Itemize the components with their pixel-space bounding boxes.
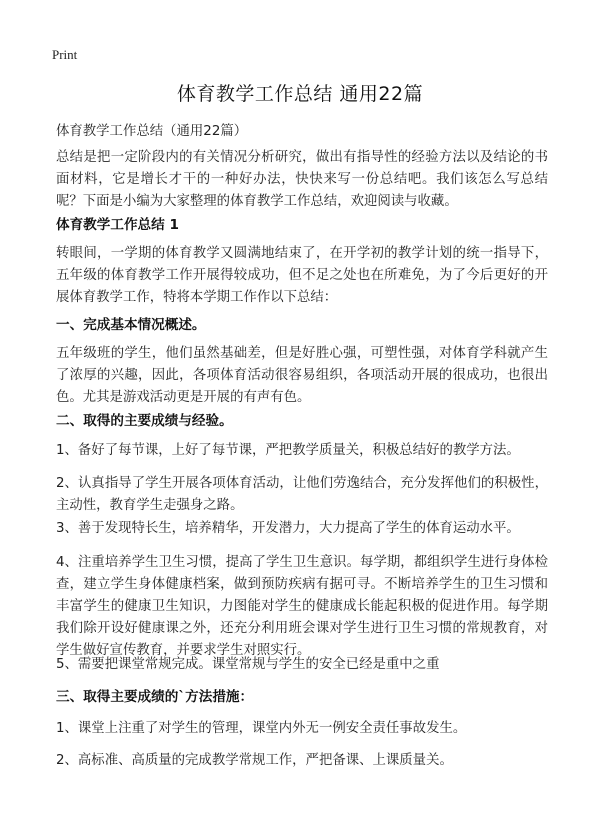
list-item: 1、课堂上注重了对学生的管理，课堂内外无一例安全责任事故发生。 bbox=[56, 721, 467, 736]
list-item: 2、高标准、高质量的完成教学常规工作，严把备课、上课质量关。 bbox=[56, 753, 453, 768]
list-item: 3、善于发现特长生，培养精华，开发潜力，大力提高了学生的体育运动水平。 bbox=[56, 521, 520, 536]
list-item: 5、需要把课堂常规完成。课堂常规与学生的安全已经是重中之重 bbox=[56, 657, 440, 672]
overview-paragraph: 五年级班的学生，他们虽然基础差，但是好胜心强，可塑性强，对体育学科就产生了浓厚的兴趣，因此，各项体育活动很容易组织，各项活动开展的很成功，也很出色。尤其是游戏活动更是开展的有声有色。 bbox=[56, 346, 548, 405]
subheading-overview: 一、完成基本情况概述。 bbox=[56, 317, 206, 333]
section-intro-paragraph: 转眼间，一学期的体育教学又圆满地结束了，在开学初的教学计划的统一指导下，五年级的体育教学工作开展得较成功，但不足之处也在所难免，为了今后更好的开展体育教学工作，特将本学期工作作以下总结： bbox=[56, 246, 548, 305]
print-link[interactable]: Print bbox=[52, 47, 78, 62]
document-subtitle: 体育教学工作总结（通用22篇） bbox=[56, 124, 248, 139]
subheading-achievements: 二、取得的主要成绩与经验。 bbox=[56, 413, 233, 429]
page-title: 体育教学工作总结 通用22篇 bbox=[176, 83, 424, 105]
subheading-methods: 三、取得主要成绩的`方法措施： bbox=[56, 689, 254, 705]
list-item: 2、认真指导了学生开展各项体育活动，让他们劳逸结合，充分发挥他们的积极性，主动性，教育学生走强身之路。 bbox=[56, 476, 548, 513]
intro-paragraph: 总结是把一定阶段内的有关情况分析研究，做出有指导性的经验方法以及结论的书面材料，它是增长才干的一种好办法，快快来写一份总结吧。我们该怎么写总结呢？下面是小编为大家整理的体育教学工作总结，欢迎阅读与收藏。 bbox=[56, 150, 548, 209]
list-item: 4、注重培养学生卫生习惯，提高了学生卫生意识。每学期，都组织学生进行身体检查，建立学生身体健康档案，做到预防疾病有据可寻。不断培养学生的卫生习惯和丰富学生的健康卫生知识，力图能对学生的健康成长能起积极的促进作用。每学期我们除开设好健康课之外，还充分利用班会课对学生进行卫生习惯的常规教育，对学生做好宣传教育，并要求学生对照实行。 bbox=[56, 555, 548, 658]
list-item: 1、备好了每节课，上好了每节课，严把教学质量关，积极总结好的教学方法。 bbox=[56, 443, 520, 458]
section-heading: 体育教学工作总结 1 bbox=[56, 217, 179, 233]
